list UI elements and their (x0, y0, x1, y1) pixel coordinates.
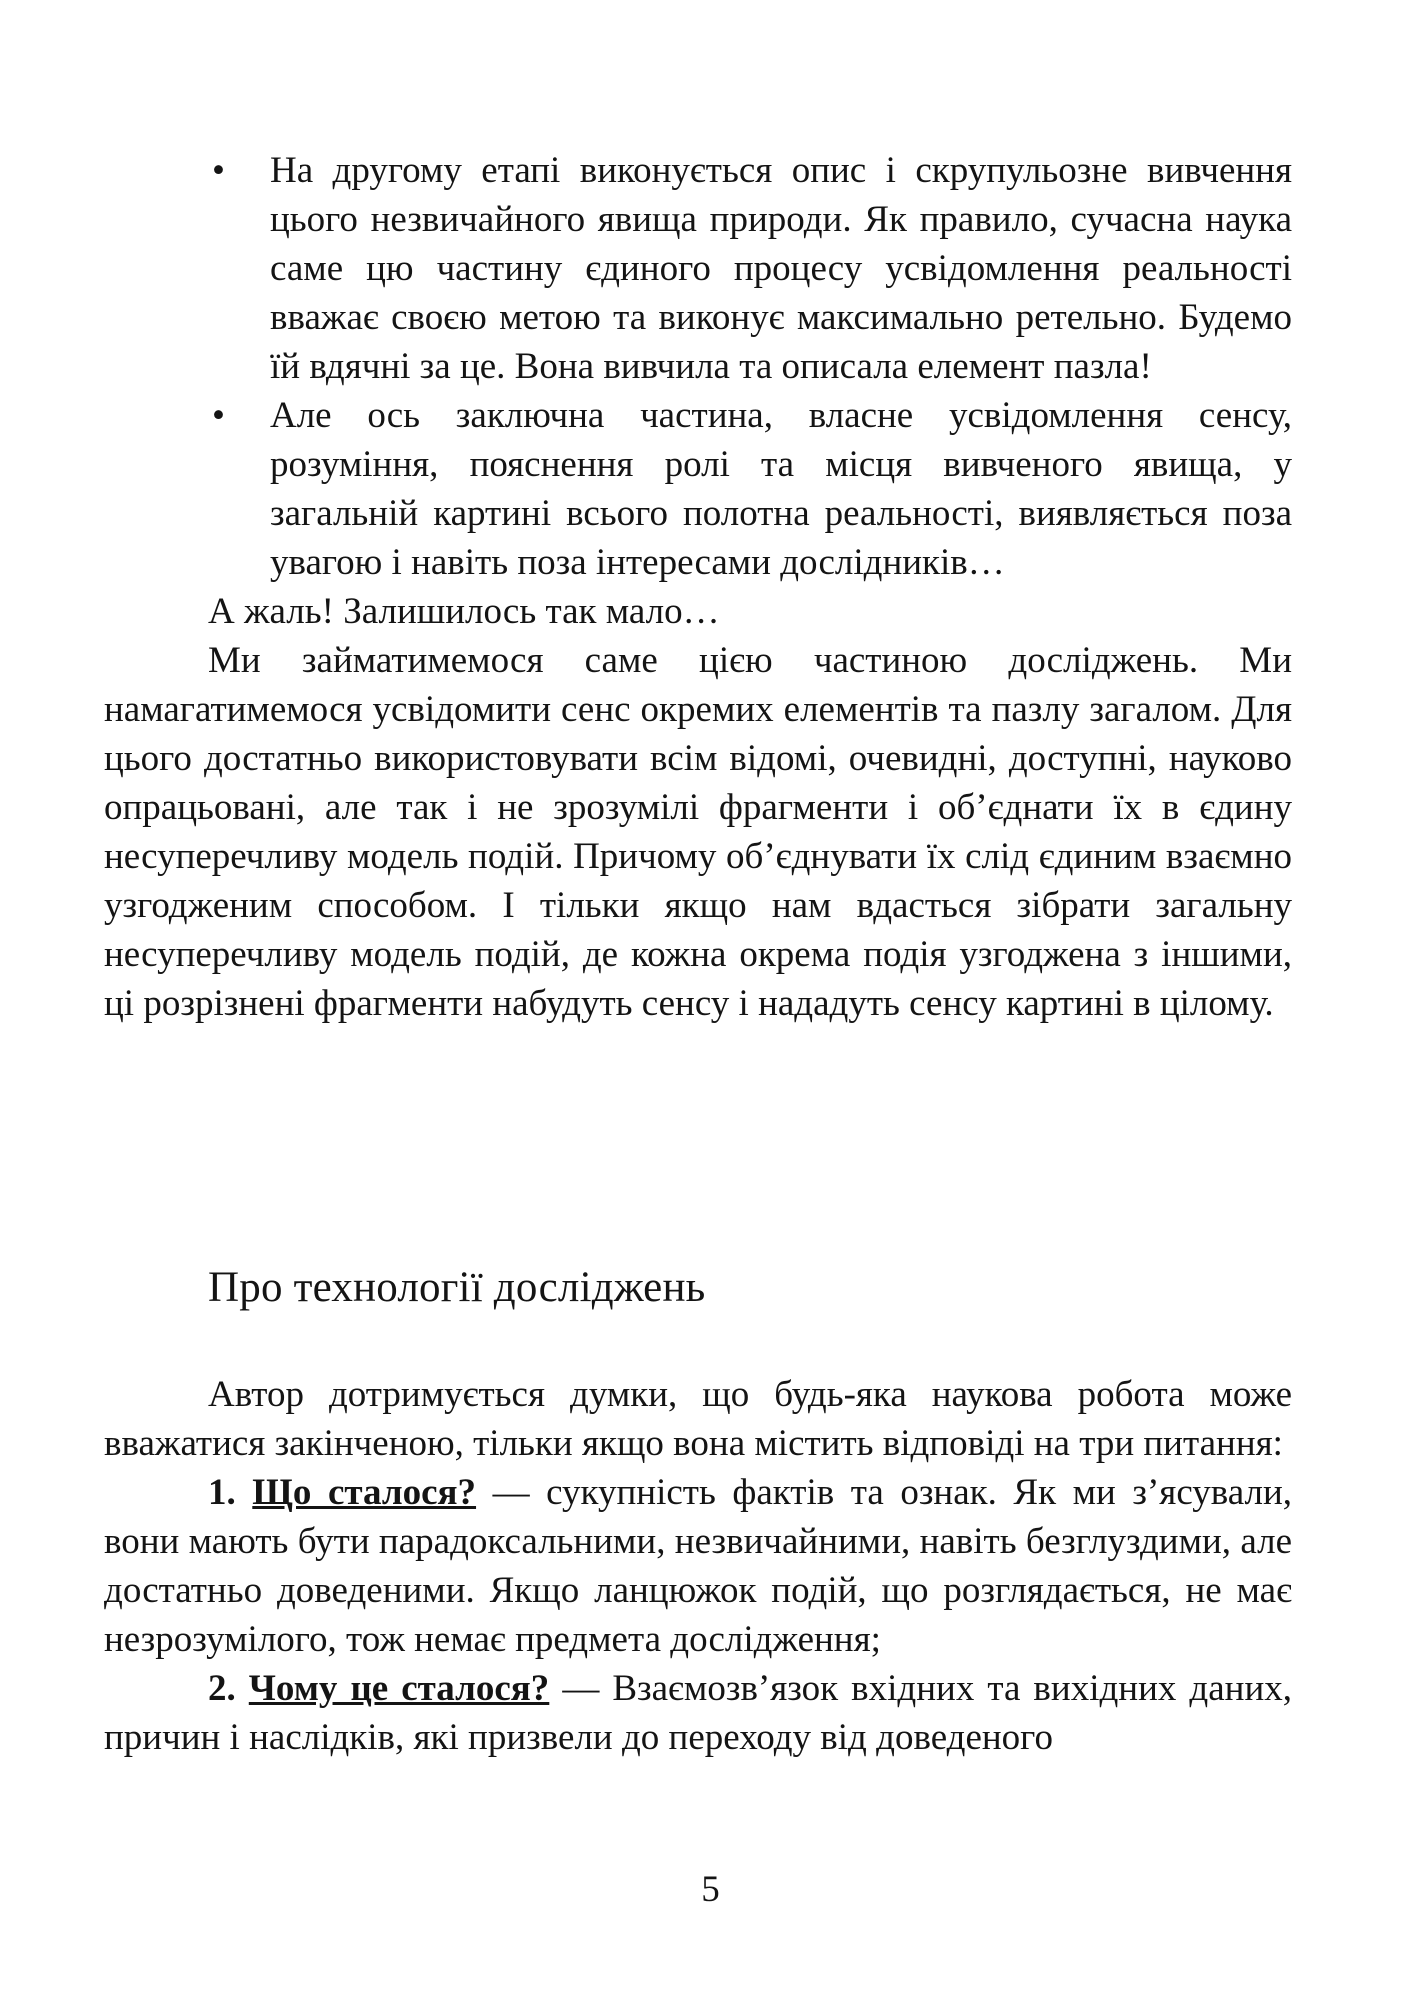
bullet-text: Але ось заключна частина, власне усвідомлення сенсу, розуміння, пояснення ролі та місця вивченого явища, у загальній картині всього полотна реальності, виявляється поза увагою і навіть поза інтересами дослідників… (270, 395, 1292, 583)
bullet-item-final-part (104, 391, 1292, 587)
question-number: 1. (208, 1472, 236, 1513)
question-item-2 (104, 1664, 1292, 1762)
paragraph-research: Ми займатимемося саме цією частиною досліджень. Ми намагатимемося усвідомити сенс окремих елементів та пазлу загалом. Для цього достатньо використовувати всім відомі, очевидні, доступні, науково опрацьовані, але так і не зрозумілі фрагменти і об’єднати їх в єдину несуперечливу модель подій. Причому об’єднувати їх слід єдиним взаємно узгодженим способом. І тільки якщо нам вдасться зібрати загальну несуперечливу модель подій, де кожна окрема подія узгоджена з іншими, ці розрізнені фрагменти набудуть сенсу і нададуть сенсу картині в цілому. (104, 640, 1292, 1024)
question-answer: — сукупність фактів та ознак. Як ми з’ясували, вони мають бути парадоксальними, незвичайними, навіть безглуздими, але достатньо доведеними. Якщо ланцюжок подій, що розглядається, не має незрозумілого, тож немає предмета дослідження; (104, 1472, 1292, 1660)
question-title: Чому це сталося? (248, 1668, 550, 1709)
question-number: 2. (208, 1668, 236, 1709)
page-number: 5 (701, 1869, 720, 1910)
paragraph-intro: Автор дотримується думки, що будь-яка наукова робота може вважатися закінченою, тільки якщо вона містить відповіді на три питання: (104, 1374, 1292, 1464)
section-heading: Про технології досліджень (208, 1264, 706, 1311)
bullet-list (104, 146, 1292, 1028)
question-answer: — Взаємозв’язок вхідних та вихідних даних, причин і наслідків, які призвели до переходу від доведеного (104, 1668, 1293, 1758)
question-title: Що сталося? (252, 1472, 477, 1513)
bullet-item-stage-two (104, 146, 1292, 391)
bullet-icon: • (212, 150, 225, 191)
bullet-icon: • (212, 395, 225, 436)
paragraph-sigh: А жаль! Залишилось так мало… (208, 591, 720, 632)
section-body (104, 1370, 1292, 1762)
bullet-text: На другому етапі виконується опис і скрупульозне вивчення цього незвичайного явища природи. Як правило, сучасна наука саме цю частину єдиного процесу усвідомлення реальності вважає своєю метою та виконує максимально ретельно. Будемо їй вдячні за це. Вона вивчила та описала елемент пазла! (270, 150, 1292, 387)
question-item-1 (104, 1468, 1292, 1664)
